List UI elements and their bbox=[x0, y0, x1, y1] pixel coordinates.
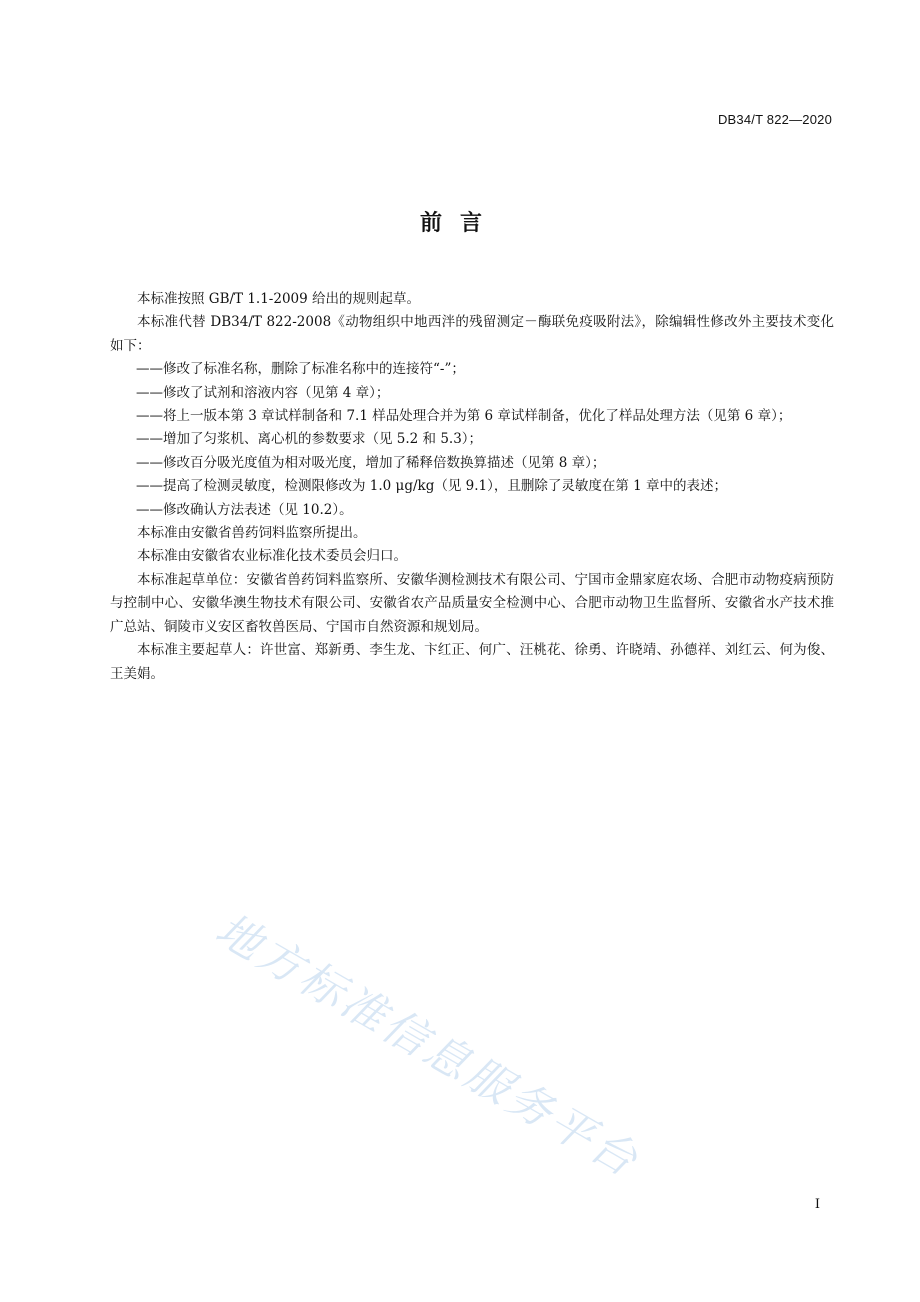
paragraph-drafting-units: 本标准起草单位：安徽省兽药饲料监察所、安徽华测检测技术有限公司、宁国市金鼎家庭农场、合肥市动物疫病预防与控制中心、安徽华澳生物技术有限公司、安徽省农产品质量安全检测中心、合肥市动物卫生监督所、安徽省水产技术推广总站、铜陵市义安区畜牧兽医局、宁国市自然资源和规划局。 bbox=[110, 571, 834, 635]
paragraph-drafting-rule: 本标准按照 GB/T 1.1-2009 给出的规则起草。 bbox=[137, 291, 421, 307]
change-item: ——修改百分吸光度值为相对吸光度，增加了稀释倍数换算描述（见第 8 章）； bbox=[136, 454, 606, 471]
change-item: ——修改了试剂和溶液内容（见第 4 章）； bbox=[136, 384, 390, 401]
page-title: 前言 bbox=[419, 211, 500, 236]
paragraph-committee: 本标准由安徽省农业标准化技术委员会归口。 bbox=[137, 548, 407, 565]
change-item: ——增加了匀浆机、离心机的参数要求（见 5.2 和 5.3）； bbox=[136, 431, 483, 448]
change-item: ——提高了检测灵敏度，检测限修改为 1.0 μg/kg（见 9.1），且删除了灵敏度在第 1 章中的表述； bbox=[136, 478, 728, 495]
change-item: ——修改了标准名称，删除了标准名称中的连接符“-”； bbox=[136, 361, 465, 378]
change-item: ——将上一版本第 3 章试样制备和 7.1 样品处理合并为第 6 章试样制备，优化了样品处理方法（见第 6 章）； bbox=[136, 408, 792, 425]
watermark: 地方标准信息服务平台 bbox=[207, 903, 649, 1188]
change-item: ——修改确认方法表述（见 10.2）。 bbox=[136, 501, 353, 518]
document-code: DB34/T 822—2020 bbox=[717, 112, 832, 127]
foreword-body bbox=[110, 288, 834, 686]
paragraph-replacement: 本标准代替 DB34/T 822-2008《动物组织中地西泮的残留测定－酶联免疫吸附法》，除编辑性修改外主要技术变化如下： bbox=[110, 314, 834, 354]
page-number: I bbox=[814, 1197, 820, 1212]
paragraph-proposer: 本标准由安徽省兽药饲料监察所提出。 bbox=[137, 525, 367, 542]
paragraph-drafters: 本标准主要起草人：许世富、郑新勇、李生龙、卞红正、何广、汪桃花、徐勇、许晓靖、孙德祥、刘红云、何为俊、王美娟。 bbox=[110, 642, 834, 682]
